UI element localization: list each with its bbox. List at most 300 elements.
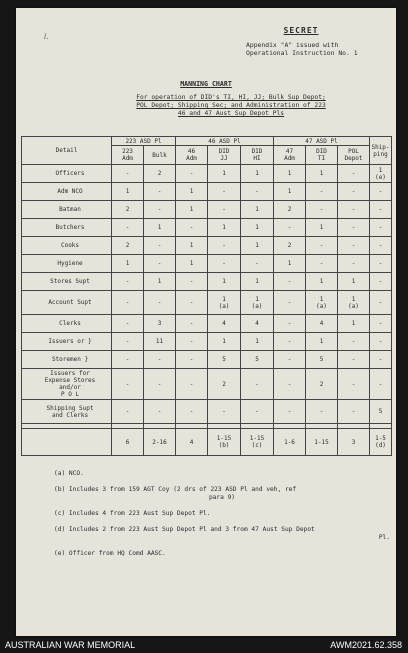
cell-line: -: [378, 299, 383, 306]
header-line: 47: [285, 148, 294, 155]
cell-line: 1: [157, 224, 162, 231]
cell-line: 2: [319, 380, 324, 388]
footnote-line: (b) Includes 3 from 159 AGT Coy (2 drs of 223 ASD Pl and veh, ref: [54, 486, 297, 493]
cell-line: -: [378, 206, 383, 213]
cell-line: 1: [189, 260, 194, 267]
table-cell: [370, 315, 392, 333]
label-line: Issuers or }: [48, 338, 92, 345]
row-label: [22, 183, 112, 201]
table-row: [22, 333, 392, 351]
total-cell: [144, 429, 176, 456]
cell-line: 6: [125, 438, 130, 446]
cell-line: -: [287, 224, 292, 231]
table-cell: [176, 315, 208, 333]
cell-line: -: [351, 338, 356, 345]
cell-line: 1: [255, 338, 259, 345]
cell-line: -: [157, 188, 162, 195]
table-cell: [370, 255, 392, 273]
table-cell: [144, 273, 176, 291]
cell-line: -: [189, 224, 194, 231]
cell-line: -: [287, 338, 292, 345]
cell-line: 1: [319, 338, 324, 345]
header-line: DID: [218, 148, 230, 155]
table-cell: [208, 201, 241, 219]
cell-line: 5: [222, 356, 226, 363]
cell-line: 1: [255, 170, 259, 177]
table-cell: [144, 219, 176, 237]
footnote-line: (e) Officer from HQ Comd AASC.: [54, 550, 166, 557]
row-label: [22, 201, 112, 219]
cell-line: (a): [316, 302, 327, 310]
table-cell: [338, 201, 370, 219]
appendix-line: Appendix "A" issued with: [246, 41, 339, 49]
table-cell: [176, 219, 208, 237]
table-cell: [144, 237, 176, 255]
footnote-line: para 9): [208, 494, 236, 501]
cell-line: (e): [375, 173, 386, 181]
table-cell: [144, 291, 176, 315]
column-header: [241, 146, 274, 165]
cell-line: 1: [319, 295, 324, 303]
cell-line: -: [351, 188, 356, 195]
table-cell: [112, 237, 144, 255]
table-cell: [370, 237, 392, 255]
row-label: [22, 165, 112, 183]
cell-line: 1: [287, 170, 292, 177]
cell-line: -: [351, 260, 356, 267]
table-cell: [208, 315, 241, 333]
total-cell: [370, 429, 392, 456]
table-cell: [338, 219, 370, 237]
cell-line: -: [125, 170, 130, 177]
cell-line: 2: [222, 380, 226, 388]
cell-line: -: [255, 408, 259, 415]
cell-line: -: [125, 356, 130, 363]
cell-line: 5: [319, 356, 324, 363]
table-cell: [306, 219, 338, 237]
cell-line: -: [319, 408, 324, 415]
cell-line: -: [378, 278, 383, 285]
cell-line: 1: [222, 170, 226, 177]
footnote: [54, 550, 390, 558]
header-line: Adm: [284, 155, 295, 162]
total-cell: [241, 429, 274, 456]
handwritten-mark: l.: [44, 33, 49, 41]
table-cell: [208, 237, 241, 255]
archive-reference: AWM2021.62.358: [330, 640, 402, 650]
table-cell: [370, 333, 392, 351]
row-label: [22, 219, 112, 237]
cell-line: -: [222, 206, 226, 213]
cell-line: -: [125, 380, 130, 388]
header-line: Adm: [122, 155, 133, 162]
header-line: Ship-: [371, 143, 390, 151]
cell-line: -: [189, 278, 194, 285]
table-cell: [338, 315, 370, 333]
header-line: 223: [122, 148, 133, 155]
column-header: [112, 146, 144, 165]
table-cell: [370, 183, 392, 201]
cell-line: -: [378, 188, 383, 195]
table-row: [22, 315, 392, 333]
table-cell: [208, 273, 241, 291]
cell-line: -: [319, 242, 324, 249]
cell-line: -: [189, 170, 194, 177]
group-header: 223 ASD Pl: [112, 137, 176, 146]
table-cell: [338, 165, 370, 183]
table-cell: [144, 255, 176, 273]
cell-line: -: [125, 278, 130, 285]
label-line: Storemen }: [51, 356, 89, 363]
table-cell: [176, 333, 208, 351]
cell-line: -: [378, 320, 383, 327]
cell-line: 1: [287, 260, 292, 267]
label-line: Officers: [55, 170, 85, 177]
table-cell: [306, 400, 338, 424]
cell-line: 1: [319, 170, 324, 177]
total-cell: [208, 429, 241, 456]
cell-line: 1: [351, 278, 356, 285]
cell-line: 3: [351, 438, 356, 446]
manning-table: [21, 136, 392, 456]
table-cell: [241, 400, 274, 424]
cell-line: 1: [222, 295, 226, 303]
table-cell: [241, 351, 274, 369]
label-line: Issuers for: [50, 370, 90, 377]
cell-line: 5: [378, 408, 383, 415]
purpose-line: 46 and 47 Aust Sup Depot Pls: [177, 110, 285, 117]
cell-line: -: [351, 408, 356, 415]
table-cell: [112, 273, 144, 291]
table-cell: [274, 237, 306, 255]
row-label: [22, 333, 112, 351]
cell-line: -: [351, 242, 356, 249]
footnote-line: Pl.: [378, 534, 390, 541]
cell-line: 1: [255, 278, 259, 285]
security-classification: SECRET: [283, 26, 319, 35]
cell-line: -: [189, 380, 194, 388]
header-line: Bulk: [152, 151, 167, 159]
totals-label: [22, 429, 112, 456]
cell-line: (a): [348, 302, 359, 310]
table-cell: [274, 219, 306, 237]
table-cell: [338, 237, 370, 255]
cell-line: -: [287, 299, 292, 306]
cell-line: -: [287, 278, 292, 285]
cell-line: 1: [189, 242, 194, 249]
cell-line: 4: [222, 320, 226, 327]
table-cell: [241, 315, 274, 333]
row-label: [22, 237, 112, 255]
cell-line: 1: [125, 260, 130, 267]
table-cell: [274, 255, 306, 273]
table-cell: [208, 333, 241, 351]
table-cell: [144, 165, 176, 183]
table-cell: [112, 315, 144, 333]
column-header: [208, 146, 241, 165]
cell-line: 1: [255, 295, 259, 303]
detail-header: Detail: [22, 137, 112, 165]
total-cell: [274, 429, 306, 456]
total-cell: [338, 429, 370, 456]
table-cell: [274, 165, 306, 183]
table-row: [22, 201, 392, 219]
cell-line: -: [351, 224, 356, 231]
cell-line: (b): [218, 442, 230, 449]
cell-line: -: [222, 188, 226, 195]
cell-line: -: [351, 356, 356, 363]
table-cell: [208, 219, 241, 237]
row-label: [22, 369, 112, 400]
label-line: P O L: [60, 391, 80, 398]
table-cell: [241, 333, 274, 351]
cell-line: -: [189, 356, 194, 363]
table-cell: [370, 369, 392, 400]
cell-line: -: [125, 338, 130, 345]
cell-line: (c): [251, 442, 263, 449]
cell-line: 1: [378, 166, 383, 174]
table-cell: [112, 255, 144, 273]
table-cell: [274, 183, 306, 201]
table-cell: [274, 291, 306, 315]
label-line: Shipping Supt: [46, 404, 94, 412]
cell-line: -: [125, 408, 130, 415]
table-cell: [241, 183, 274, 201]
totals-row: [22, 429, 392, 456]
cell-line: -: [222, 408, 226, 415]
cell-line: 4: [189, 438, 194, 446]
label-line: Expense Stores: [44, 377, 96, 384]
cell-line: -: [189, 408, 194, 415]
label-line: Cooks: [60, 242, 80, 249]
table-cell: [112, 183, 144, 201]
row-label: [22, 291, 112, 315]
table-cell: [112, 333, 144, 351]
table-cell: [370, 273, 392, 291]
row-label: [22, 400, 112, 424]
total-cell: [112, 429, 144, 456]
purpose-line: POL Depot; Shipping Sec; and Administration of 223: [136, 102, 326, 109]
table-cell: [306, 291, 338, 315]
cell-line: -: [189, 338, 194, 345]
table-cell: [176, 369, 208, 400]
cell-line: 1: [319, 224, 324, 231]
cell-line: -: [378, 380, 383, 388]
table-cell: [274, 351, 306, 369]
cell-line: 1: [189, 206, 194, 213]
table-cell: [306, 351, 338, 369]
table-cell: [208, 291, 241, 315]
table-cell: [306, 183, 338, 201]
table-cell: [241, 219, 274, 237]
cell-line: -: [287, 380, 292, 388]
cell-line: 1: [222, 278, 226, 285]
cell-line: 1-5: [375, 435, 386, 442]
cell-line: 1: [125, 188, 130, 195]
row-label: [22, 351, 112, 369]
table-cell: [112, 201, 144, 219]
row-label: [22, 273, 112, 291]
table-row: [22, 219, 392, 237]
label-line: Batman: [59, 206, 81, 213]
header-line: TI: [317, 155, 326, 162]
table-cell: [208, 165, 241, 183]
footnote-line: (a) NCO.: [54, 470, 84, 477]
archive-name: AUSTRALIAN WAR MEMORIAL: [5, 640, 136, 650]
header-line: HI: [253, 155, 261, 162]
appendix-line: Operational Instruction No. 1: [246, 49, 358, 57]
table-row: [22, 369, 392, 400]
cell-line: 1: [222, 224, 226, 231]
cell-line: 2: [287, 206, 292, 213]
header-line: 46: [187, 148, 196, 155]
cell-line: -: [157, 206, 162, 213]
table-row: [22, 165, 392, 183]
header-line: ping: [373, 150, 388, 158]
table-cell: [144, 315, 176, 333]
header-line: POL: [348, 148, 359, 155]
table-row: [22, 237, 392, 255]
table-cell: [306, 201, 338, 219]
cell-line: -: [319, 206, 324, 213]
cell-line: -: [189, 299, 194, 306]
table-cell: [274, 400, 306, 424]
cell-line: 11: [155, 338, 164, 345]
cell-line: -: [255, 260, 259, 267]
total-cell: [306, 429, 338, 456]
cell-line: -: [125, 320, 130, 327]
cell-line: 1: [287, 188, 292, 195]
table-cell: [112, 369, 144, 400]
cell-line: 1: [255, 206, 259, 213]
table-cell: [338, 369, 370, 400]
cell-line: 2-16: [152, 438, 167, 446]
cell-line: 1: [222, 338, 226, 345]
column-header: [144, 146, 176, 165]
cell-line: 1-6: [284, 438, 295, 446]
cell-line: 2: [125, 206, 130, 213]
table-cell: [144, 183, 176, 201]
cell-line: -: [157, 356, 162, 363]
header-line: Depot: [344, 155, 363, 162]
table-cell: [241, 201, 274, 219]
table-cell: [176, 183, 208, 201]
table-cell: [241, 237, 274, 255]
footnote: [54, 526, 390, 542]
table-cell: [338, 273, 370, 291]
cell-line: -: [255, 188, 259, 195]
cell-line: 1-15: [249, 435, 265, 442]
cell-line: -: [125, 299, 130, 306]
table-cell: [112, 219, 144, 237]
footnote-line: (d) Includes 2 from 223 Aust Sup Depot Pl and 3 from 47 Aust Sup Depot: [54, 526, 315, 533]
table-cell: [112, 291, 144, 315]
label-line: Adm NCO: [57, 188, 83, 195]
cell-line: -: [319, 260, 324, 267]
label-line: Clerks: [59, 320, 81, 327]
document-title: MANNING CHART: [180, 80, 232, 88]
cell-line: 4: [319, 320, 324, 327]
cell-line: (a): [251, 302, 263, 310]
table-cell: [338, 400, 370, 424]
table-cell: [176, 351, 208, 369]
cell-line: -: [125, 224, 130, 231]
column-header: [338, 146, 370, 165]
table-cell: [338, 291, 370, 315]
table-cell: [306, 255, 338, 273]
cell-line: 1: [255, 242, 259, 249]
table-cell: [274, 333, 306, 351]
column-header: [306, 146, 338, 165]
table-cell: [306, 237, 338, 255]
cell-line: -: [319, 188, 324, 195]
cell-line: 3: [157, 320, 162, 327]
table-cell: [144, 333, 176, 351]
row-label: [22, 315, 112, 333]
table-cell: [274, 369, 306, 400]
column-header: [274, 146, 306, 165]
document-page: [16, 8, 396, 636]
table-cell: [176, 400, 208, 424]
table-cell: [112, 165, 144, 183]
cell-line: -: [157, 299, 162, 306]
cell-line: 1: [157, 278, 162, 285]
cell-line: 2: [287, 242, 292, 249]
table-row: [22, 291, 392, 315]
purpose-line: For operation of DID's TI, HI, JJ; Bulk Sup Depot;: [136, 94, 326, 101]
label-line: Butchers: [55, 224, 85, 231]
cell-line: -: [351, 170, 356, 177]
column-header: [176, 146, 208, 165]
table-row: [22, 351, 392, 369]
table-cell: [112, 400, 144, 424]
cell-line: -: [157, 260, 162, 267]
purpose-statement: [86, 94, 376, 118]
cell-line: -: [222, 242, 226, 249]
table-cell: [144, 400, 176, 424]
table-cell: [176, 201, 208, 219]
total-cell: [176, 429, 208, 456]
table-cell: [370, 165, 392, 183]
table-row: [22, 255, 392, 273]
footnote-line: (c) Includes 4 from 223 Aust Sup Depot Pl.: [54, 510, 211, 517]
table-cell: [338, 333, 370, 351]
cell-line: -: [157, 242, 162, 249]
table-cell: [144, 369, 176, 400]
table-cell: [176, 291, 208, 315]
table-cell: [306, 315, 338, 333]
cell-line: (a): [218, 302, 230, 310]
label-line: Hygiene: [57, 260, 83, 267]
cell-line: -: [255, 380, 259, 388]
footnote: [54, 510, 390, 518]
cell-line: (d): [375, 442, 386, 449]
table-cell: [370, 291, 392, 315]
table-cell: [112, 351, 144, 369]
table-cell: [274, 201, 306, 219]
cell-line: 5: [255, 356, 259, 363]
cell-line: -: [378, 260, 383, 267]
cell-line: -: [351, 206, 356, 213]
table-cell: [274, 273, 306, 291]
table-cell: [338, 351, 370, 369]
table-cell: [274, 315, 306, 333]
cell-line: 1: [189, 188, 194, 195]
footnotes: [54, 470, 390, 566]
cell-line: 2: [125, 242, 130, 249]
table-cell: [144, 201, 176, 219]
cell-line: -: [222, 260, 226, 267]
